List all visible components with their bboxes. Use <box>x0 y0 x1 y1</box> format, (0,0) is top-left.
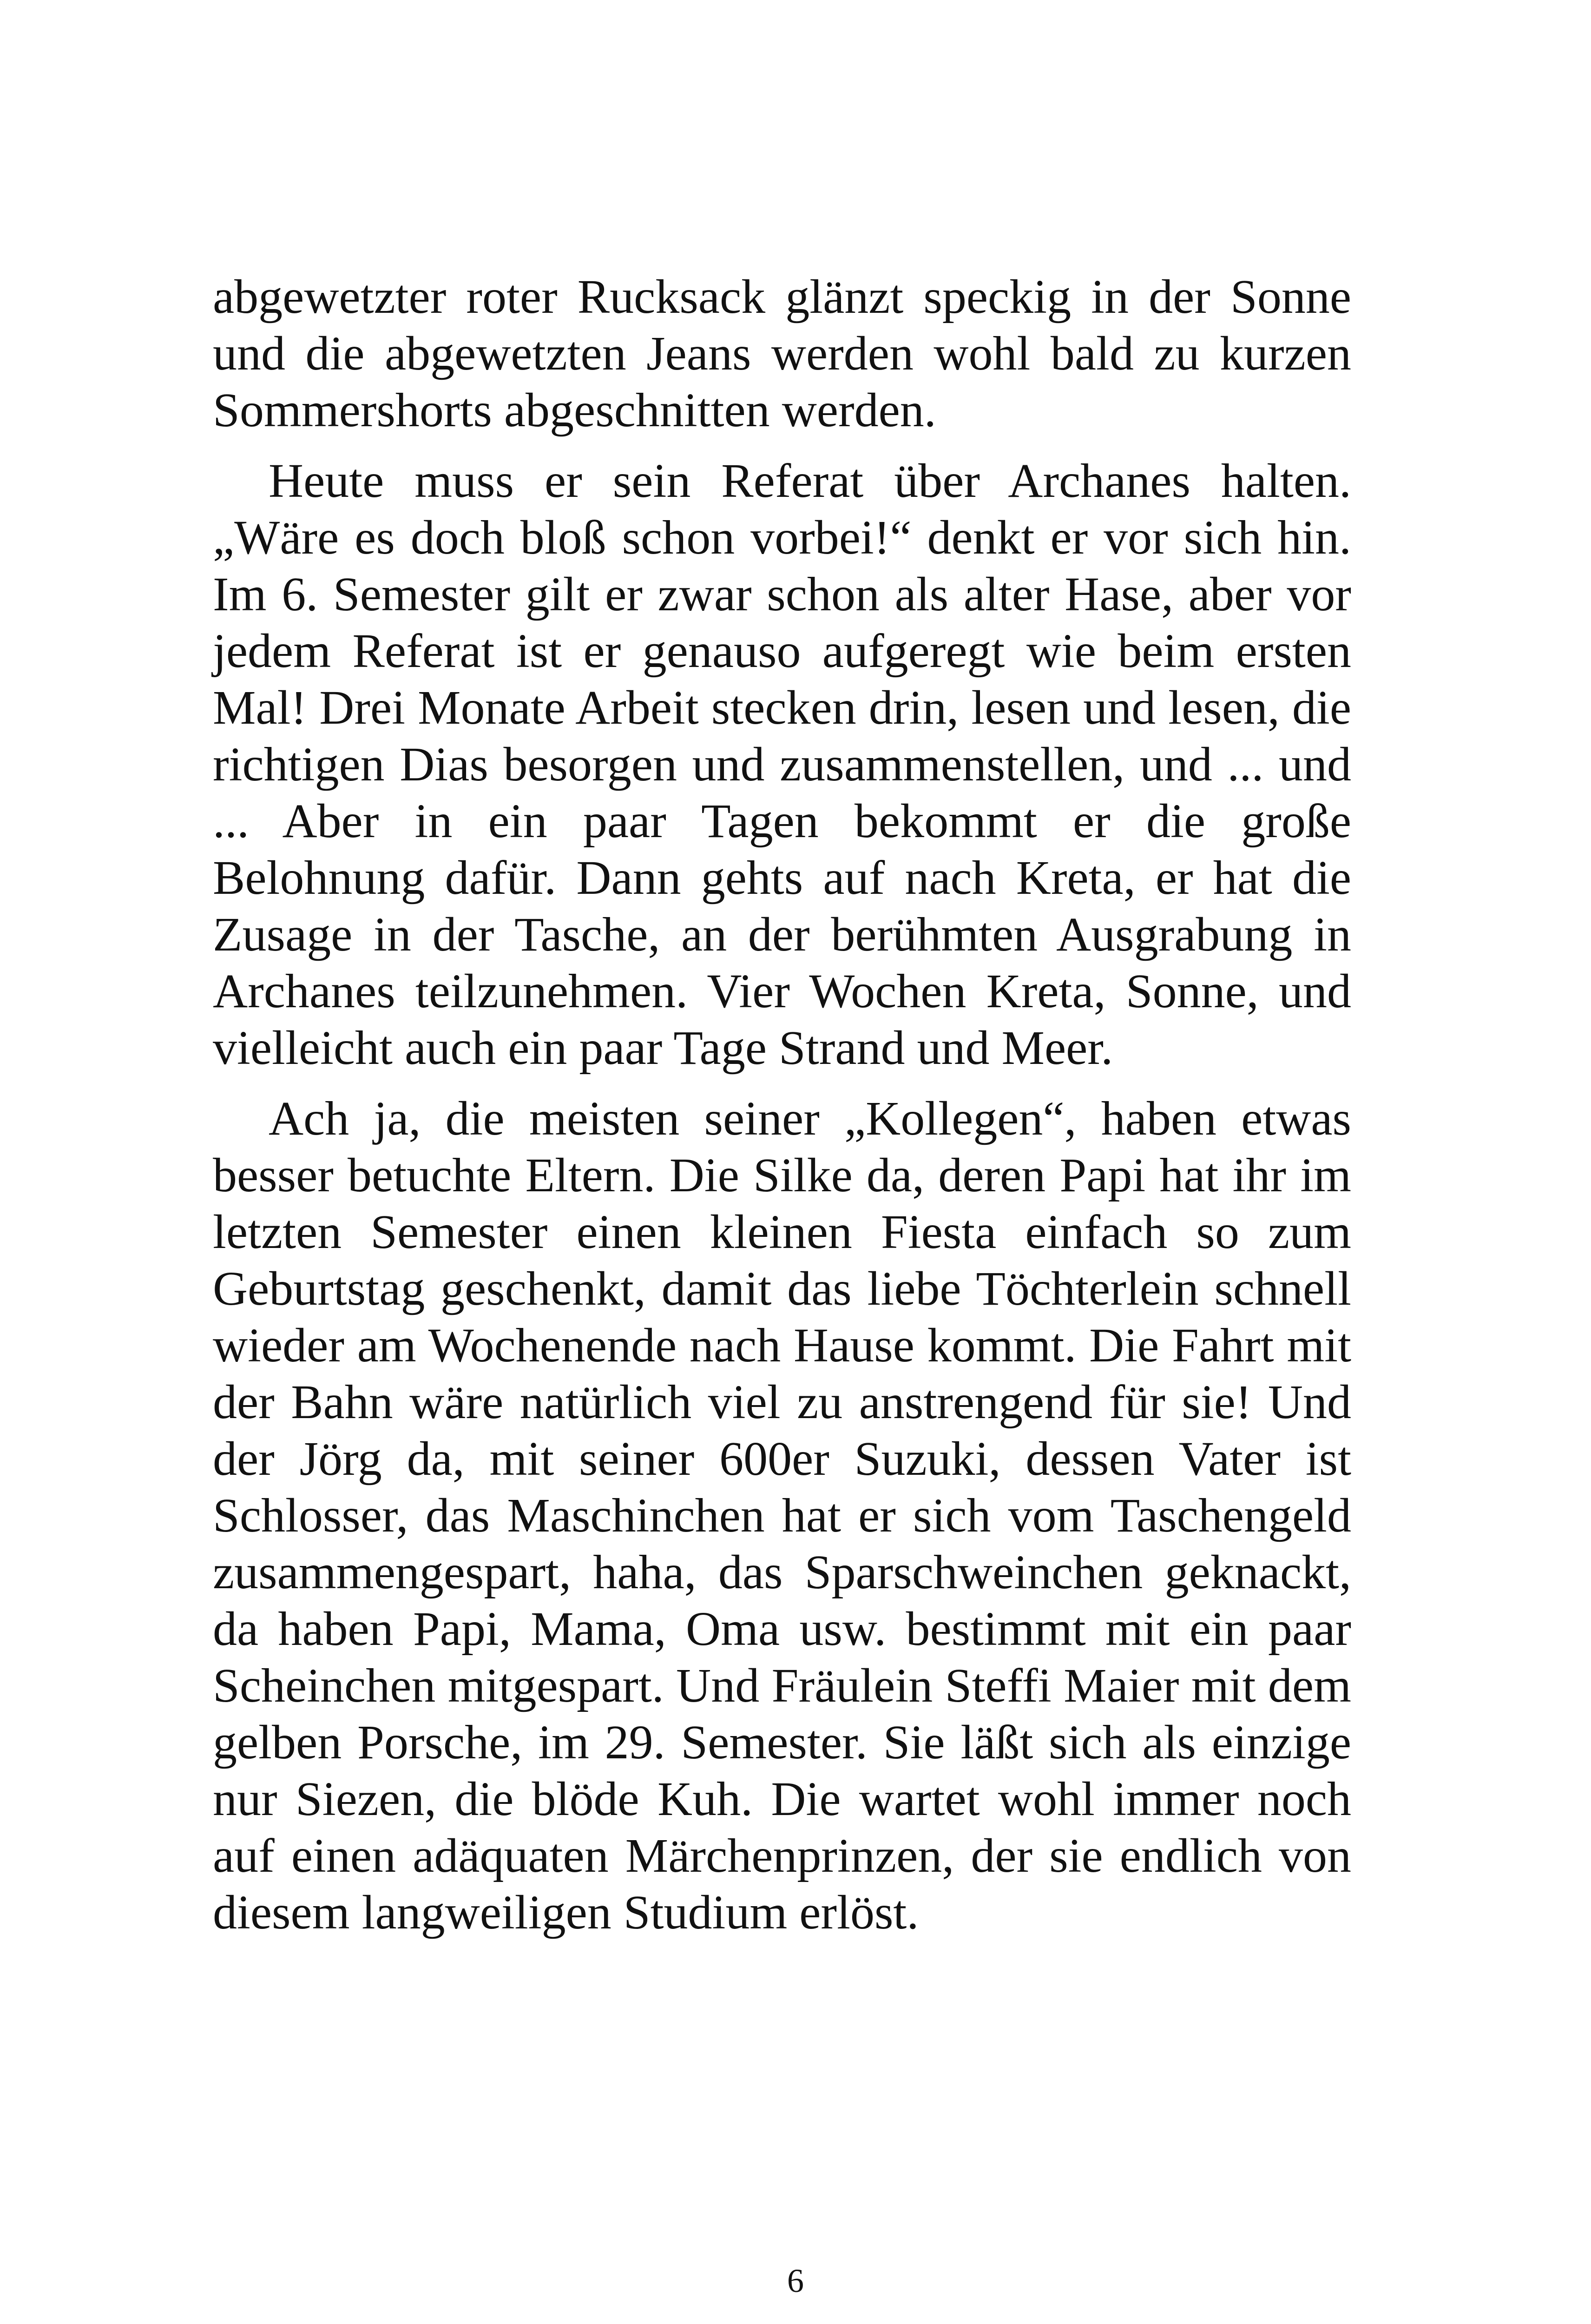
paragraph-2: Heute muss er sein Referat über Archanes halten. „Wäre es doch bloß schon vorbei!“ denkt er vor sich hin. Im 6. Semester gilt er zwar schon als alter Hase, aber vor jedem Referat ist er genauso aufgeregt wie beim ersten Mal! Drei Monate Arbeit stecken drin, lesen und lesen, die richtigen Dias besorgen und zusammenstellen, und ... und ... Aber in ein paar Tagen bekommt er die große Belohnung dafür. Dann gehts auf nach Kreta, er hat die Zusage in der Tasche, an der berühmten Ausgrabung in Archanes teilzunehmen. Vier Wochen Kreta, Sonne, und vielleicht auch ein paar Tage Strand und Meer. <box>213 454 1351 1075</box>
paragraph-3: Ach ja, die meisten seiner „Kollegen“, haben etwas besser betuchte Eltern. Die Silke da, deren Papi hat ihr im letzten Semester einen kleinen Fiesta einfach so zum Geburtstag geschenkt, damit das liebe Töchterlein schnell wieder am Wochenende nach Hause kommt. Die Fahrt mit der Bahn wäre natürlich viel zu anstrengend für sie! Und der Jörg da, mit seiner 600er Suzuki, dessen Vater ist Schlosser, das Maschinchen hat er sich vom Taschengeld zusammengespart, haha, das Sparschweinchen geknackt, da haben Papi, Mama, Oma usw. bestimmt mit ein paar Scheinchen mitgespart. Und Fräulein Steffi Maier mit dem gelben Porsche, im 29. Semester. Sie läßt sich als einzige nur Siezen, die blöde Kuh. Die wartet wohl immer noch auf einen adäquaten Märchenprinzen, der sie endlich von diesem langweiligen Studium erlöst. <box>213 1092 1351 1939</box>
paragraph-1: abgewetzter roter Rucksack glänzt speckig in der Sonne und die abgewetzten Jeans werden wohl bald zu kurzen Sommershorts abgeschnitten werden. <box>213 270 1351 437</box>
page-number: 6 <box>787 2262 804 2299</box>
body-text <box>213 269 1351 1941</box>
